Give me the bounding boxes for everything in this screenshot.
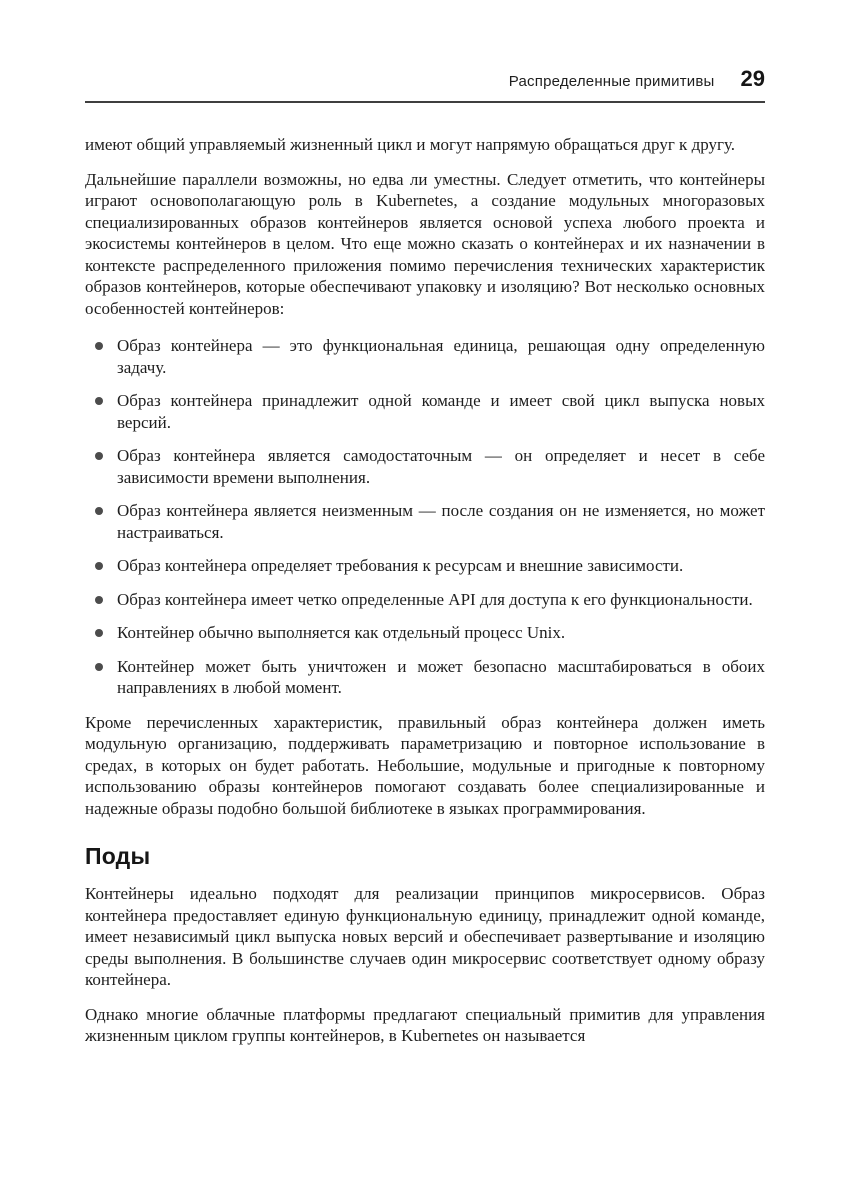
paragraph-intro: имеют общий управляемый жизненный цикл и могут напрямую обращаться друг к другу. (85, 135, 736, 154)
bullet-icon (95, 596, 103, 604)
list-item (95, 500, 765, 543)
list-item (95, 335, 765, 378)
bullet-icon (95, 452, 103, 460)
list-item-text: Образ контейнера является неизменным — после создания он не изменяется, но может настраиваться. (117, 501, 765, 542)
list-item-text: Контейнер может быть уничтожен и может безопасно масштабироваться в обоих направлениях в любой момент. (117, 656, 765, 697)
container-features-list (85, 335, 765, 699)
paragraph-summary: Кроме перечисленных характеристик, правильный образ контейнера должен иметь модульную организацию, поддерживать параметризацию и повторное использование в средах, в которых он будет работать. Небольшие, модульные и пригодные к повторному использованию образы контейнеров помогают создавать более специализированные и надежные образы подобно большой библиотеке в языках программирования. (85, 712, 765, 818)
list-item-text: Образ контейнера имеет четко определенные API для доступа к его функциональности. (117, 589, 753, 609)
bullet-icon (95, 663, 103, 671)
paragraph-pods-intro: Контейнеры идеально подходят для реализации принципов микросервисов. Образ контейнера предоставляет единую функциональную единицу, принадлежит одной команде, имеет независимый цикл выпуска новых версий и обеспечивает развертывание и изоляцию среды выполнения. В большинстве случаев один микросервис соответствует одному образу контейнера. (85, 884, 765, 989)
paragraph-parallels: Дальнейшие параллели возможны, но едва ли уместны. Следует отметить, что контейнеры играют основополагающую роль в Kubernetes, а создание модульных многоразовых специализированных образов контейнеров является основой успеха любого проекта и экосистемы контейнеров в целом. Что еще можно сказать о контейнерах и их назначении в контексте распределенного приложения помимо перечисления технических характеристик образов контейнеров, которые обеспечивают упаковку и изоляцию? Вот несколько основных особенностей контейнеров: (85, 169, 765, 318)
bullet-icon (95, 562, 103, 570)
list-item (95, 622, 765, 644)
list-item-text: Контейнер обычно выполняется как отдельный процесс Unix. (117, 623, 566, 642)
section-heading-pods: Поды (85, 843, 151, 869)
list-item-text: Образ контейнера принадлежит одной команде и имеет свой цикл выпуска новых версий. (117, 391, 765, 432)
list-item (95, 589, 765, 611)
list-item (95, 555, 765, 577)
list-item (95, 445, 765, 488)
bullet-icon (95, 507, 103, 515)
page-number: 29 (740, 66, 765, 91)
page-body (85, 134, 765, 1047)
bullet-icon (95, 629, 103, 637)
paragraph-pods-platforms: Однако многие облачные платформы предлагают специальный примитив для управления жизненным циклом группы контейнеров, в Kubernetes он называется (85, 1004, 765, 1045)
bullet-icon (95, 397, 103, 405)
list-item-text: Образ контейнера — это функциональная единица, решающая одну определенную задачу. (117, 336, 765, 377)
running-header-title: Распределенные примитивы (508, 73, 715, 90)
list-item-text: Образ контейнера определяет требования к ресурсам и внешние зависимости. (117, 556, 684, 575)
list-item (95, 390, 765, 433)
list-item-text: Образ контейнера является самодостаточным — он определяет и несет в себе зависимости времени выполнения. (117, 446, 765, 487)
page-header (85, 66, 765, 103)
bullet-icon (95, 342, 103, 350)
list-item (95, 656, 765, 699)
